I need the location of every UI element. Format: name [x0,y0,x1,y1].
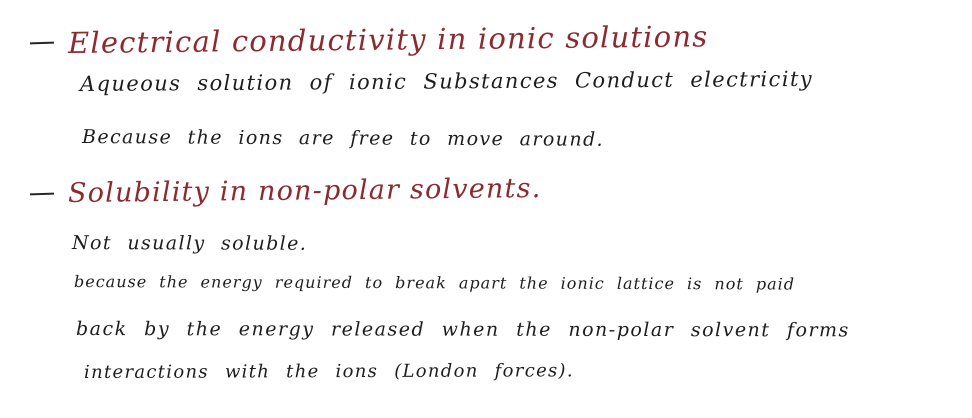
note-line: Not usually soluble. [71,232,308,255]
section-heading-row [30,173,542,209]
section-heading: Solubility in non-polar solvents. [67,173,542,209]
note-line: Aqueous solution of ionic Substances Conduct electricity [79,66,814,96]
note-line: because the energy required to break apart the ionic lattice is not paid [73,272,796,294]
note-line: back by the energy released when the non-polar solvent forms [75,318,850,342]
section-heading: Electrical conductivity in ionic solutions [67,19,709,60]
note-line: Because the ions are free to move around. [81,126,605,151]
section-heading-row [30,19,709,60]
note-line: interactions with the ions (London forces). [83,360,574,383]
bullet-dash [30,42,54,45]
bullet-dash [30,192,54,195]
